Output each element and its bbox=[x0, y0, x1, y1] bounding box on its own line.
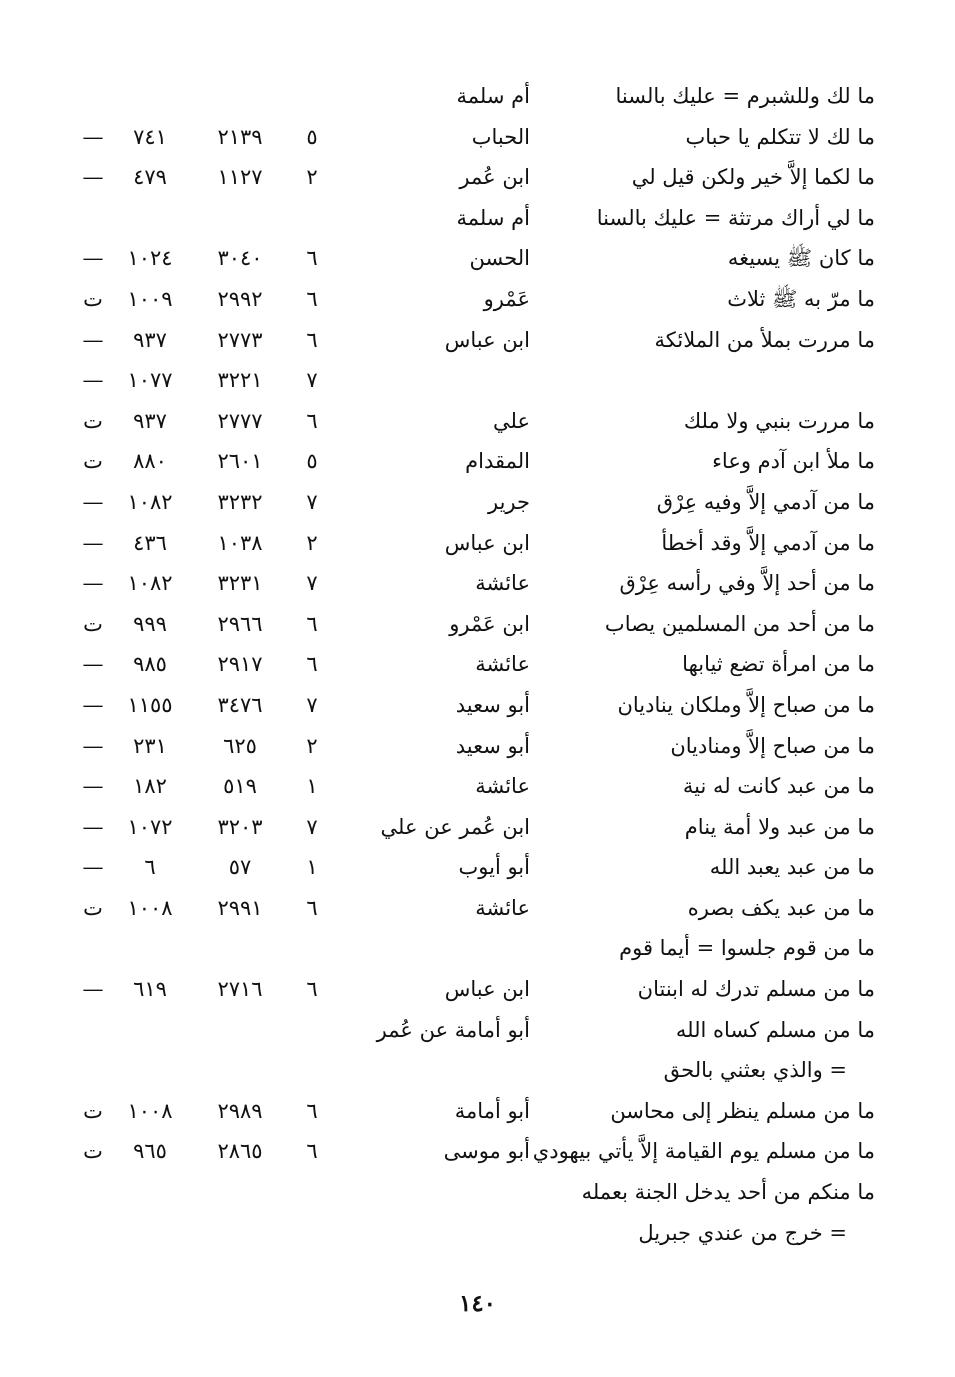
volume-number bbox=[300, 1213, 324, 1254]
hadith-text: ما من آدمي إلاَّ وفيه عِرْق bbox=[656, 489, 875, 514]
hadith-number: ٢٩٦٦ bbox=[217, 611, 263, 636]
volume-number: ٢ bbox=[306, 165, 318, 190]
narrator-name: عائشة bbox=[475, 895, 530, 920]
narrator-name: الحباب bbox=[471, 124, 530, 149]
narrator-name: عائشة bbox=[475, 652, 530, 677]
hadith-text: = والذي بعثني بالحق bbox=[663, 1058, 847, 1083]
index-row bbox=[0, 969, 955, 1010]
source-mark bbox=[80, 76, 106, 117]
source-mark bbox=[80, 1050, 106, 1091]
narrator-name: ابن عُمر عن علي bbox=[380, 814, 530, 839]
source-mark: ت bbox=[83, 1139, 103, 1164]
hadith-text: ما من أحد من المسلمين يصاب bbox=[604, 611, 875, 636]
hadith-number: ٣٢٠٣ bbox=[217, 814, 263, 839]
page-reference bbox=[112, 1050, 188, 1091]
hadith-number: ٣٢٣١ bbox=[217, 571, 263, 596]
volume-number: ٧ bbox=[306, 692, 318, 717]
source-mark: — bbox=[82, 652, 104, 677]
page-reference bbox=[112, 198, 188, 239]
index-row bbox=[0, 523, 955, 564]
page-reference: ٢٣١ bbox=[133, 733, 167, 758]
source-mark: — bbox=[82, 977, 104, 1002]
hadith-number: ٢٩١٧ bbox=[217, 652, 263, 677]
hadith-number: ٢٧٧٣ bbox=[217, 327, 263, 352]
hadith-text: ما لك وللشبرم = عليك بالسنا bbox=[615, 84, 875, 108]
volume-number: ٦ bbox=[306, 408, 318, 433]
hadith-text: ما من صباح إلاَّ ومناديان bbox=[670, 733, 875, 758]
narrator-name: أم سلمة bbox=[456, 205, 530, 230]
volume-number: ٦ bbox=[306, 652, 318, 677]
volume-number bbox=[300, 928, 324, 969]
hadith-text: ما من قوم جلسوا = أيما قوم bbox=[619, 936, 875, 961]
index-row bbox=[0, 726, 955, 767]
hadith-number bbox=[200, 1050, 280, 1091]
index-row bbox=[0, 1091, 955, 1132]
page-reference: ٩٦٥ bbox=[133, 1139, 167, 1164]
index-row bbox=[0, 766, 955, 807]
index-row bbox=[0, 888, 955, 929]
source-mark: ت bbox=[83, 1098, 103, 1123]
index-row bbox=[0, 441, 955, 482]
narrator-name: ابن عباس bbox=[444, 977, 530, 1002]
hadith-number: ١١٢٧ bbox=[217, 165, 263, 190]
narrator-name: أبو أمامة bbox=[454, 1098, 530, 1123]
page-reference: ٧٤١ bbox=[133, 124, 167, 149]
hadith-text: ما لكما إلاَّ خير ولكن قيل لي bbox=[631, 165, 875, 190]
source-mark: ت bbox=[83, 449, 103, 474]
source-mark: — bbox=[82, 530, 104, 555]
hadith-number bbox=[200, 1172, 280, 1213]
source-mark bbox=[80, 1010, 106, 1051]
page-reference: ١٠٨٢ bbox=[127, 489, 173, 514]
source-mark: — bbox=[82, 733, 104, 758]
page-reference: ١٠٧٢ bbox=[127, 814, 173, 839]
source-mark: — bbox=[82, 246, 104, 271]
hadith-number bbox=[200, 1010, 280, 1051]
volume-number: ٦ bbox=[306, 611, 318, 636]
index-row bbox=[0, 117, 955, 158]
source-mark: ت bbox=[83, 408, 103, 433]
index-row bbox=[0, 157, 955, 198]
hadith-text: ما من مسلم يوم القيامة إلاَّ يأتي بيهودي bbox=[532, 1139, 875, 1164]
source-mark bbox=[80, 1172, 106, 1213]
narrator-name: أم سلمة bbox=[456, 84, 530, 108]
page-reference: ٨٨٠ bbox=[133, 449, 167, 474]
narrator-name: الحسن bbox=[469, 246, 530, 271]
hadith-number bbox=[200, 928, 280, 969]
narrator-name: أبو أيوب bbox=[458, 855, 530, 880]
source-mark: — bbox=[82, 165, 104, 190]
index-row bbox=[0, 685, 955, 726]
page-reference bbox=[112, 76, 188, 117]
source-mark: — bbox=[82, 327, 104, 352]
index-row bbox=[0, 1050, 955, 1091]
hadith-text: = خرج من عندي جبريل bbox=[638, 1220, 847, 1245]
hadith-number bbox=[200, 1213, 280, 1254]
hadith-number: ٣٢٢١ bbox=[217, 368, 263, 393]
narrator-name: ابن عباس bbox=[444, 530, 530, 555]
hadith-text: ما لي أراك مرتثة = عليك بالسنا bbox=[596, 205, 875, 230]
narrator-name: ابن عباس bbox=[444, 327, 530, 352]
source-mark: — bbox=[82, 368, 104, 393]
volume-number: ٧ bbox=[306, 368, 318, 393]
page-reference: ٩٣٧ bbox=[133, 327, 167, 352]
hadith-text: ما كان ﷺ يسيغه bbox=[727, 246, 875, 271]
hadith-text: ما من امرأة تضع ثيابها bbox=[682, 652, 875, 677]
narrator-name: ابن عُمر bbox=[459, 165, 530, 190]
index-table bbox=[0, 76, 955, 1253]
volume-number bbox=[300, 1050, 324, 1091]
page-reference: ١١٥٥ bbox=[127, 692, 173, 717]
page-reference: ١٠٠٨ bbox=[127, 895, 173, 920]
hadith-number: ٢٧١٦ bbox=[217, 977, 263, 1002]
hadith-number: ٢١٣٩ bbox=[217, 124, 263, 149]
page-reference bbox=[112, 1010, 188, 1051]
index-row bbox=[0, 320, 955, 361]
volume-number: ٥ bbox=[306, 449, 318, 474]
page-reference: ١٠٠٩ bbox=[127, 286, 173, 311]
volume-number: ٦ bbox=[306, 895, 318, 920]
hadith-number: ٥٧ bbox=[228, 855, 252, 880]
hadith-text: ما مررت بنبي ولا ملك bbox=[683, 408, 875, 433]
volume-number: ١ bbox=[306, 855, 318, 880]
narrator-name: عائشة bbox=[475, 571, 530, 596]
index-row bbox=[0, 238, 955, 279]
page-reference: ٦ bbox=[144, 855, 156, 880]
hadith-text: ما من مسلم تدرك له ابنتان bbox=[637, 977, 875, 1002]
hadith-number: ٣٢٣٢ bbox=[217, 489, 263, 514]
volume-number: ٧ bbox=[306, 814, 318, 839]
volume-number: ٢ bbox=[306, 733, 318, 758]
page-reference: ١٠٢٤ bbox=[127, 246, 173, 271]
hadith-number: ٣٤٧٦ bbox=[217, 692, 263, 717]
narrator-name: عائشة bbox=[475, 774, 530, 799]
index-row bbox=[0, 1131, 955, 1172]
source-mark: ت bbox=[83, 611, 103, 636]
volume-number: ٦ bbox=[306, 286, 318, 311]
index-row bbox=[0, 1213, 955, 1254]
volume-number: ٧ bbox=[306, 489, 318, 514]
index-row bbox=[0, 563, 955, 604]
hadith-text: ما من عبد يكف بصره bbox=[687, 895, 875, 920]
volume-number: ٥ bbox=[306, 124, 318, 149]
hadith-number: ٦٢٥ bbox=[223, 733, 257, 758]
hadith-number bbox=[200, 198, 280, 239]
index-row bbox=[0, 198, 955, 239]
hadith-text: ما مررت بملأ من الملائكة bbox=[654, 327, 875, 352]
page-reference: ١٠٠٨ bbox=[127, 1098, 173, 1123]
volume-number: ١ bbox=[306, 774, 318, 799]
narrator-name: جرير bbox=[488, 489, 530, 514]
source-mark bbox=[80, 198, 106, 239]
hadith-number: ٢٩٨٩ bbox=[217, 1098, 263, 1123]
page-reference bbox=[112, 928, 188, 969]
source-mark: ت bbox=[83, 895, 103, 920]
page-number: ١٤٠ bbox=[458, 1290, 497, 1317]
narrator-name: ابن عَمْرو bbox=[449, 611, 530, 636]
narrator-name: أبو سعيد bbox=[455, 692, 530, 717]
hadith-text: ما ملأ ابن آدم وعاء bbox=[712, 449, 875, 474]
volume-number: ٧ bbox=[306, 571, 318, 596]
index-row bbox=[0, 1172, 955, 1213]
source-mark: ت bbox=[83, 286, 103, 311]
hadith-number: ٢٦٠١ bbox=[217, 449, 263, 474]
narrator-name: عَمْرو bbox=[483, 286, 530, 311]
index-row bbox=[0, 279, 955, 320]
index-row bbox=[0, 644, 955, 685]
index-row bbox=[0, 807, 955, 848]
hadith-text: ما مرّ به ﷺ ثلاث bbox=[727, 286, 875, 311]
source-mark: — bbox=[82, 855, 104, 880]
index-row bbox=[0, 360, 955, 401]
page-reference: ١٨٢ bbox=[133, 774, 167, 799]
index-row bbox=[0, 401, 955, 442]
hadith-number: ٢٩٩٢ bbox=[217, 286, 263, 311]
volume-number: ٦ bbox=[306, 1139, 318, 1164]
source-mark: — bbox=[82, 571, 104, 596]
hadith-text: ما لك لا تتكلم يا حباب bbox=[685, 124, 875, 149]
volume-number: ٦ bbox=[306, 327, 318, 352]
volume-number: ٦ bbox=[306, 1098, 318, 1123]
source-mark bbox=[80, 928, 106, 969]
hadith-text: ما من مسلم كساه الله bbox=[675, 1017, 875, 1042]
index-row bbox=[0, 847, 955, 888]
source-mark: — bbox=[82, 692, 104, 717]
narrator-name: المقدام bbox=[465, 449, 530, 474]
volume-number: ٦ bbox=[306, 246, 318, 271]
page-reference: ١٠٨٢ bbox=[127, 571, 173, 596]
narrator-name: أبو موسى bbox=[443, 1139, 530, 1164]
hadith-text: ما من آدمي إلاَّ وقد أخطأ bbox=[661, 530, 875, 555]
source-mark bbox=[80, 1213, 106, 1254]
hadith-number bbox=[200, 76, 280, 117]
page-reference: ٩٨٥ bbox=[133, 652, 167, 677]
hadith-text: ما من صباح إلاَّ وملكان يناديان bbox=[617, 692, 875, 717]
page-reference: ٩٣٧ bbox=[133, 408, 167, 433]
narrator-name: علي bbox=[493, 408, 530, 433]
page-reference: ٤٧٩ bbox=[133, 165, 167, 190]
narrator-name: أبو أمامة عن عُمر bbox=[376, 1017, 530, 1042]
narrator-name: أبو سعيد bbox=[455, 733, 530, 758]
hadith-number: ٥١٩ bbox=[223, 774, 257, 799]
hadith-text: ما منكم من أحد يدخل الجنة بعمله bbox=[581, 1180, 875, 1205]
volume-number: ٢ bbox=[306, 530, 318, 555]
hadith-number: ٢٩٩١ bbox=[217, 895, 263, 920]
volume-number: ٦ bbox=[306, 977, 318, 1002]
hadith-number: ٣٠٤٠ bbox=[217, 246, 263, 271]
volume-number bbox=[300, 76, 324, 117]
index-row bbox=[0, 604, 955, 645]
hadith-number: ١٠٣٨ bbox=[217, 530, 263, 555]
page-reference bbox=[112, 1213, 188, 1254]
hadith-text: ما من عبد ولا أمة ينام bbox=[684, 814, 875, 839]
volume-number bbox=[300, 1010, 324, 1051]
index-row bbox=[0, 76, 955, 117]
hadith-text: ما من عبد كانت له نية bbox=[682, 774, 875, 799]
page-reference: ٤٣٦ bbox=[133, 530, 167, 555]
source-mark: — bbox=[82, 774, 104, 799]
hadith-text: ما من عبد يعبد الله bbox=[709, 855, 875, 880]
page-reference: ٩٩٩ bbox=[133, 611, 167, 636]
source-mark: — bbox=[82, 124, 104, 149]
hadith-number: ٢٧٧٧ bbox=[217, 408, 263, 433]
source-mark: — bbox=[82, 814, 104, 839]
index-row bbox=[0, 482, 955, 523]
index-row bbox=[0, 928, 955, 969]
hadith-text: ما من أحد إلاَّ وفي رأسه عِرْق bbox=[619, 571, 875, 596]
page-reference bbox=[112, 1172, 188, 1213]
source-mark: — bbox=[82, 489, 104, 514]
hadith-number: ٢٨٦٥ bbox=[217, 1139, 263, 1164]
volume-number bbox=[300, 198, 324, 239]
page-reference: ١٠٧٧ bbox=[127, 368, 173, 393]
index-row bbox=[0, 1010, 955, 1051]
volume-number bbox=[300, 1172, 324, 1213]
hadith-text: ما من مسلم ينظر إلى محاسن bbox=[610, 1098, 875, 1123]
page-reference: ٦١٩ bbox=[133, 977, 167, 1002]
